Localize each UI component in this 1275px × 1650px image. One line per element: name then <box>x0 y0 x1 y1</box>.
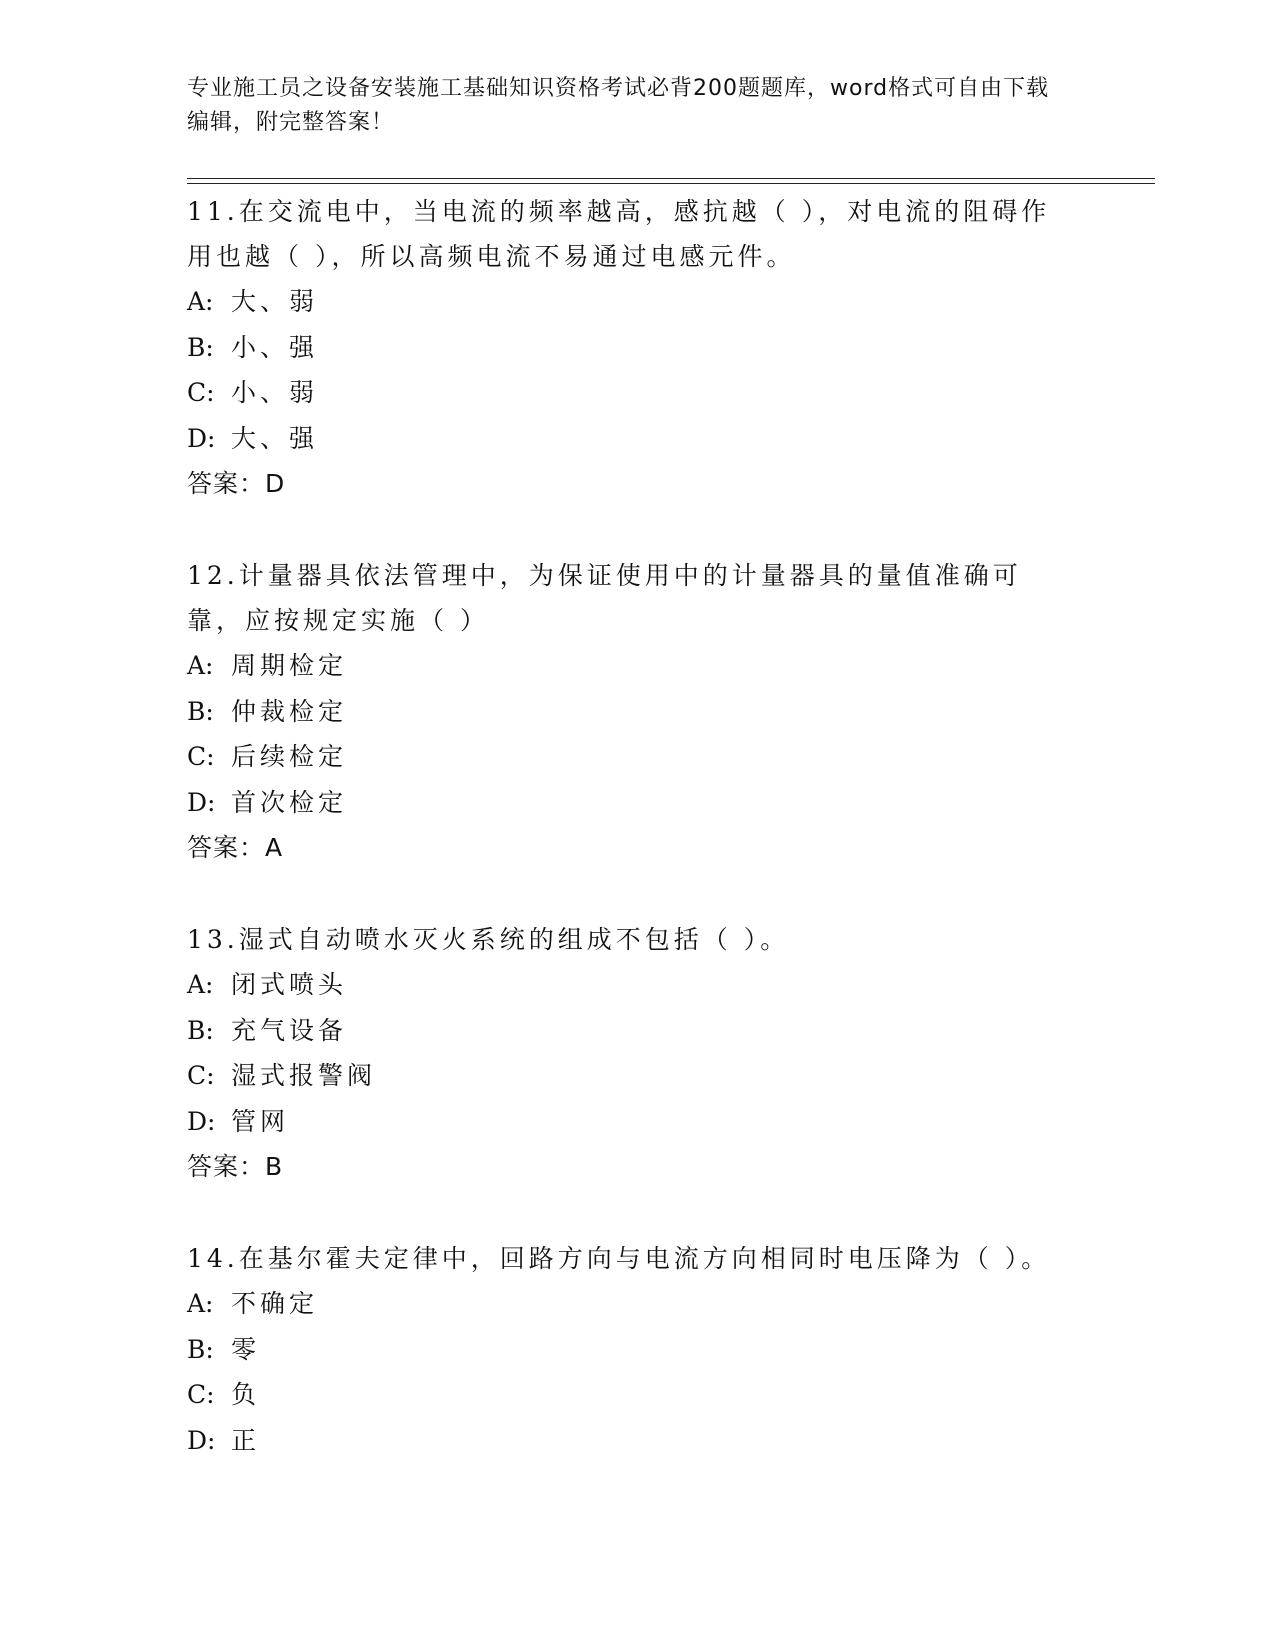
option-letter: B: <box>187 696 214 726</box>
option-d <box>187 416 1067 462</box>
question-stem: 11.在交流电中，当电流的频率越高，感抗越（ ），对电流的阻碍作用也越（ ），所以高频电流不易通过电感元件。 <box>187 197 1051 271</box>
question-stem: 12.计量器具依法管理中，为保证使用中的计量器具的量值准确可靠，应按规定实施（ ） <box>187 561 1022 635</box>
document-intro: 专业施工员之设备安装施工基础知识资格考试必背200题题库，word格式可自由下载编辑，附完整答案！ <box>187 76 1050 135</box>
option-letter: D: <box>187 423 216 453</box>
option-letter: C: <box>187 1380 215 1409</box>
answer-line: 答案：D <box>187 469 286 498</box>
option-text: 后续检定 <box>231 742 348 771</box>
option-c <box>187 734 1067 780</box>
option-letter: D: <box>187 1425 216 1455</box>
option-d <box>187 1418 1067 1464</box>
option-text: 闭式喷头 <box>231 970 348 999</box>
question-stem: 13.湿式自动喷水灭火系统的组成不包括（ ）。 <box>187 925 790 954</box>
option-text: 正 <box>231 1425 261 1455</box>
option-letter: B: <box>187 1015 214 1045</box>
option-text: 管网 <box>231 1106 290 1136</box>
question-block <box>187 553 1067 871</box>
option-a <box>187 1281 1067 1327</box>
option-text: 大、强 <box>231 423 319 453</box>
option-letter: D: <box>187 787 216 817</box>
option-text: 周期检定 <box>231 651 348 680</box>
option-text: 小、强 <box>231 332 319 362</box>
option-text: 首次检定 <box>231 787 348 817</box>
option-c <box>187 1053 1067 1099</box>
option-letter: A: <box>187 651 214 680</box>
question-block <box>187 917 1067 1190</box>
option-letter: D: <box>187 1106 216 1136</box>
option-letter: A: <box>187 970 214 999</box>
answer-line: 答案：B <box>187 1152 284 1181</box>
option-letter: B: <box>187 1334 214 1364</box>
option-b <box>187 325 1067 371</box>
option-b <box>187 1327 1067 1373</box>
option-letter: A: <box>187 1289 214 1318</box>
option-a <box>187 962 1067 1008</box>
option-c <box>187 370 1067 416</box>
option-text: 不确定 <box>231 1289 319 1318</box>
option-text: 负 <box>231 1380 261 1409</box>
option-letter: C: <box>187 742 215 771</box>
option-d <box>187 780 1067 826</box>
answer-line: 答案：A <box>187 833 284 862</box>
option-letter: C: <box>187 1061 215 1090</box>
option-b <box>187 689 1067 735</box>
option-letter: C: <box>187 378 215 407</box>
option-text: 大、弱 <box>231 287 319 316</box>
option-text: 小、弱 <box>231 378 319 407</box>
question-block <box>187 1236 1067 1463</box>
option-text: 零 <box>231 1334 261 1364</box>
option-letter: B: <box>187 332 214 362</box>
question-stem: 14.在基尔霍夫定律中，回路方向与电流方向相同时电压降为（ ）。 <box>187 1244 1051 1273</box>
option-text: 充气设备 <box>231 1015 348 1045</box>
option-a <box>187 279 1067 325</box>
option-text: 湿式报警阀 <box>231 1061 377 1090</box>
option-c <box>187 1372 1067 1418</box>
header-divider-bottom <box>187 183 1155 184</box>
option-a <box>187 643 1067 689</box>
option-text: 仲裁检定 <box>231 696 348 726</box>
header-divider-top <box>187 178 1155 179</box>
option-d <box>187 1099 1067 1145</box>
question-block <box>187 189 1067 507</box>
option-letter: A: <box>187 287 214 316</box>
option-b <box>187 1008 1067 1054</box>
